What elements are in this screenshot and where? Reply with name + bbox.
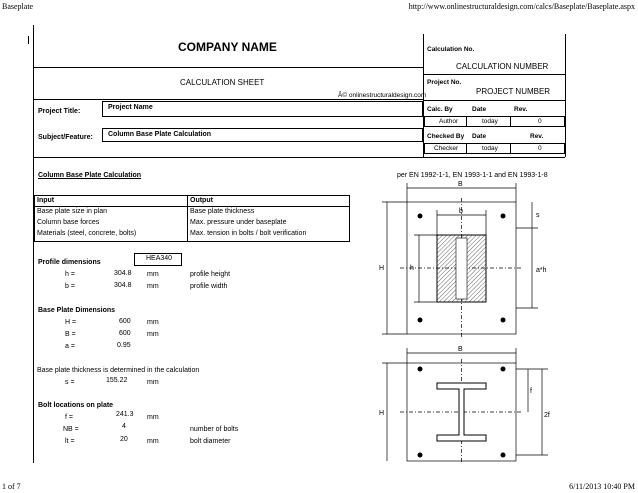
- header-rule-2: [34, 99, 423, 100]
- diag-top-H: H: [379, 265, 385, 272]
- io-input-3: Materials (steel, concrete, bolts): [37, 230, 137, 237]
- subject-value: Column Base Plate Calculation: [108, 131, 212, 138]
- diag-bot-f: f: [530, 388, 532, 395]
- io-output-2: Max. pressure under baseplate: [190, 219, 287, 226]
- author-row-div1: [466, 116, 467, 127]
- project-no-rule: [424, 100, 565, 101]
- print-datetime: 6/11/2013 10:40 PM: [569, 482, 635, 491]
- bolt-lt-val[interactable]: 20: [120, 436, 128, 443]
- io-input-2: Column base forces: [37, 219, 100, 226]
- io-output-header: Output: [190, 197, 213, 204]
- bolt-lt-unit: mm: [147, 438, 159, 445]
- standard-ref: per EN 1992-1-1, EN 1993-1-1 and EN 1993-1-8: [397, 172, 548, 179]
- checker-value: Checker: [434, 145, 459, 152]
- header-bottom-rule: [34, 157, 565, 158]
- diag-bot-B: B: [458, 346, 463, 353]
- checked-by-label: Checked By: [427, 133, 465, 140]
- bolt-lt-sym: lt =: [65, 438, 75, 445]
- rev-label: Rev.: [514, 106, 528, 113]
- author-row-div2: [510, 116, 511, 127]
- diag-top-ah: a*h: [536, 267, 547, 274]
- calc-no-label: Calculation No.: [427, 46, 475, 53]
- section-title: Column Base Plate Calculation: [38, 172, 142, 179]
- profile-b-sym: b =: [65, 283, 75, 290]
- profile-label: Profile dimensions: [38, 259, 101, 266]
- baseplate-top-diagram: [370, 180, 560, 342]
- profile-h-val: 304.8: [114, 270, 132, 277]
- sheet-tick: [28, 36, 29, 44]
- diag-top-h: h: [410, 265, 414, 272]
- header-rule: [34, 67, 423, 68]
- checker-date: today: [482, 145, 498, 152]
- profile-b-val: 304.8: [114, 282, 132, 289]
- author-value: Author: [439, 118, 459, 125]
- baseplate-bolt-diagram: [370, 345, 560, 463]
- plate-a-val[interactable]: 0.95: [117, 342, 131, 349]
- diag-bot-H: H: [379, 410, 385, 417]
- diag-top-B: B: [458, 181, 463, 188]
- project-no-value: PROJECT NUMBER: [476, 87, 551, 96]
- copyright: Â© onlinestructuraldesign.com: [338, 92, 427, 99]
- bolt-nb-sym: NB =: [63, 426, 79, 433]
- project-title-value: Project Name: [108, 104, 153, 111]
- author-rev: 0: [538, 118, 542, 125]
- diag-top-s: s: [536, 212, 540, 219]
- profile-b-unit: mm: [147, 283, 159, 290]
- checker-row-div2: [510, 143, 511, 154]
- plate-B-val[interactable]: 600: [119, 330, 131, 337]
- plate-H-val[interactable]: 600: [119, 318, 131, 325]
- bolts-label: Bolt locations on plate: [38, 402, 114, 409]
- profile-b-desc: profile width: [190, 283, 228, 290]
- io-table-divider: [187, 195, 188, 242]
- bolt-nb-desc: number of bolts: [190, 426, 239, 433]
- profile-h-desc: profile height: [190, 271, 231, 278]
- plate-B-unit: mm: [147, 331, 159, 338]
- project-title-label: Project Title:: [38, 108, 81, 115]
- sheet-left-border: [33, 25, 34, 463]
- diag-bot-2f: 2f: [544, 412, 550, 419]
- io-table-header-rule: [34, 206, 350, 207]
- company-name: COMPANY NAME: [178, 40, 277, 54]
- io-input-header: Input: [37, 197, 55, 204]
- calc-no-value: CALCULATION NUMBER: [456, 62, 549, 71]
- bolt-f-val[interactable]: 241.3: [116, 411, 134, 418]
- io-output-3: Max. tension in bolts / bolt verification: [190, 230, 307, 237]
- page-counter: 1 of 7: [2, 482, 21, 491]
- thickness-unit: mm: [147, 379, 159, 386]
- thickness-val: 155.22: [106, 377, 128, 384]
- plate-H-unit: mm: [147, 319, 159, 326]
- plate-label: Base Plate Dimensions: [38, 307, 116, 314]
- bolt-f-unit: mm: [147, 414, 159, 421]
- calc-by-label: Calc. By: [427, 106, 453, 113]
- bolt-nb-val[interactable]: 4: [122, 423, 126, 430]
- profile-h-sym: h =: [65, 271, 75, 278]
- checker-row-div1: [466, 143, 467, 154]
- date-label-2: Date: [472, 133, 487, 140]
- diag-top-b: b: [459, 208, 463, 215]
- thickness-text: Base plate thickness is determined in the calculation: [37, 367, 200, 374]
- author-date: today: [482, 118, 498, 125]
- page-url: http://www.onlinestructuraldesign.com/calcs/Baseplate/Baseplate.aspx: [408, 2, 635, 11]
- calc-no-rule: [424, 74, 565, 75]
- project-no-label: Project No.: [427, 79, 462, 86]
- profile-h-unit: mm: [147, 271, 159, 278]
- profile-value: HEA340: [146, 255, 173, 262]
- plate-a-sym: a =: [65, 343, 75, 350]
- page-title: Baseplate: [2, 2, 34, 11]
- date-label: Date: [472, 106, 487, 113]
- io-input-1: Base plate size in plan: [37, 208, 108, 215]
- thickness-sym: s =: [65, 379, 75, 386]
- bolt-lt-desc: bolt diameter: [190, 438, 231, 445]
- bolt-f-sym: f =: [65, 414, 73, 421]
- subject-label: Subject/Feature:: [38, 134, 93, 141]
- sheet-right-border: [565, 34, 566, 157]
- rev-label-2: Rev.: [530, 133, 544, 140]
- plate-H-sym: H =: [65, 319, 77, 326]
- calc-sheet-title: CALCULATION SHEET: [180, 78, 265, 87]
- io-output-1: Base plate thickness: [190, 208, 255, 215]
- plate-B-sym: B =: [65, 331, 76, 338]
- checker-rev: 0: [538, 145, 542, 152]
